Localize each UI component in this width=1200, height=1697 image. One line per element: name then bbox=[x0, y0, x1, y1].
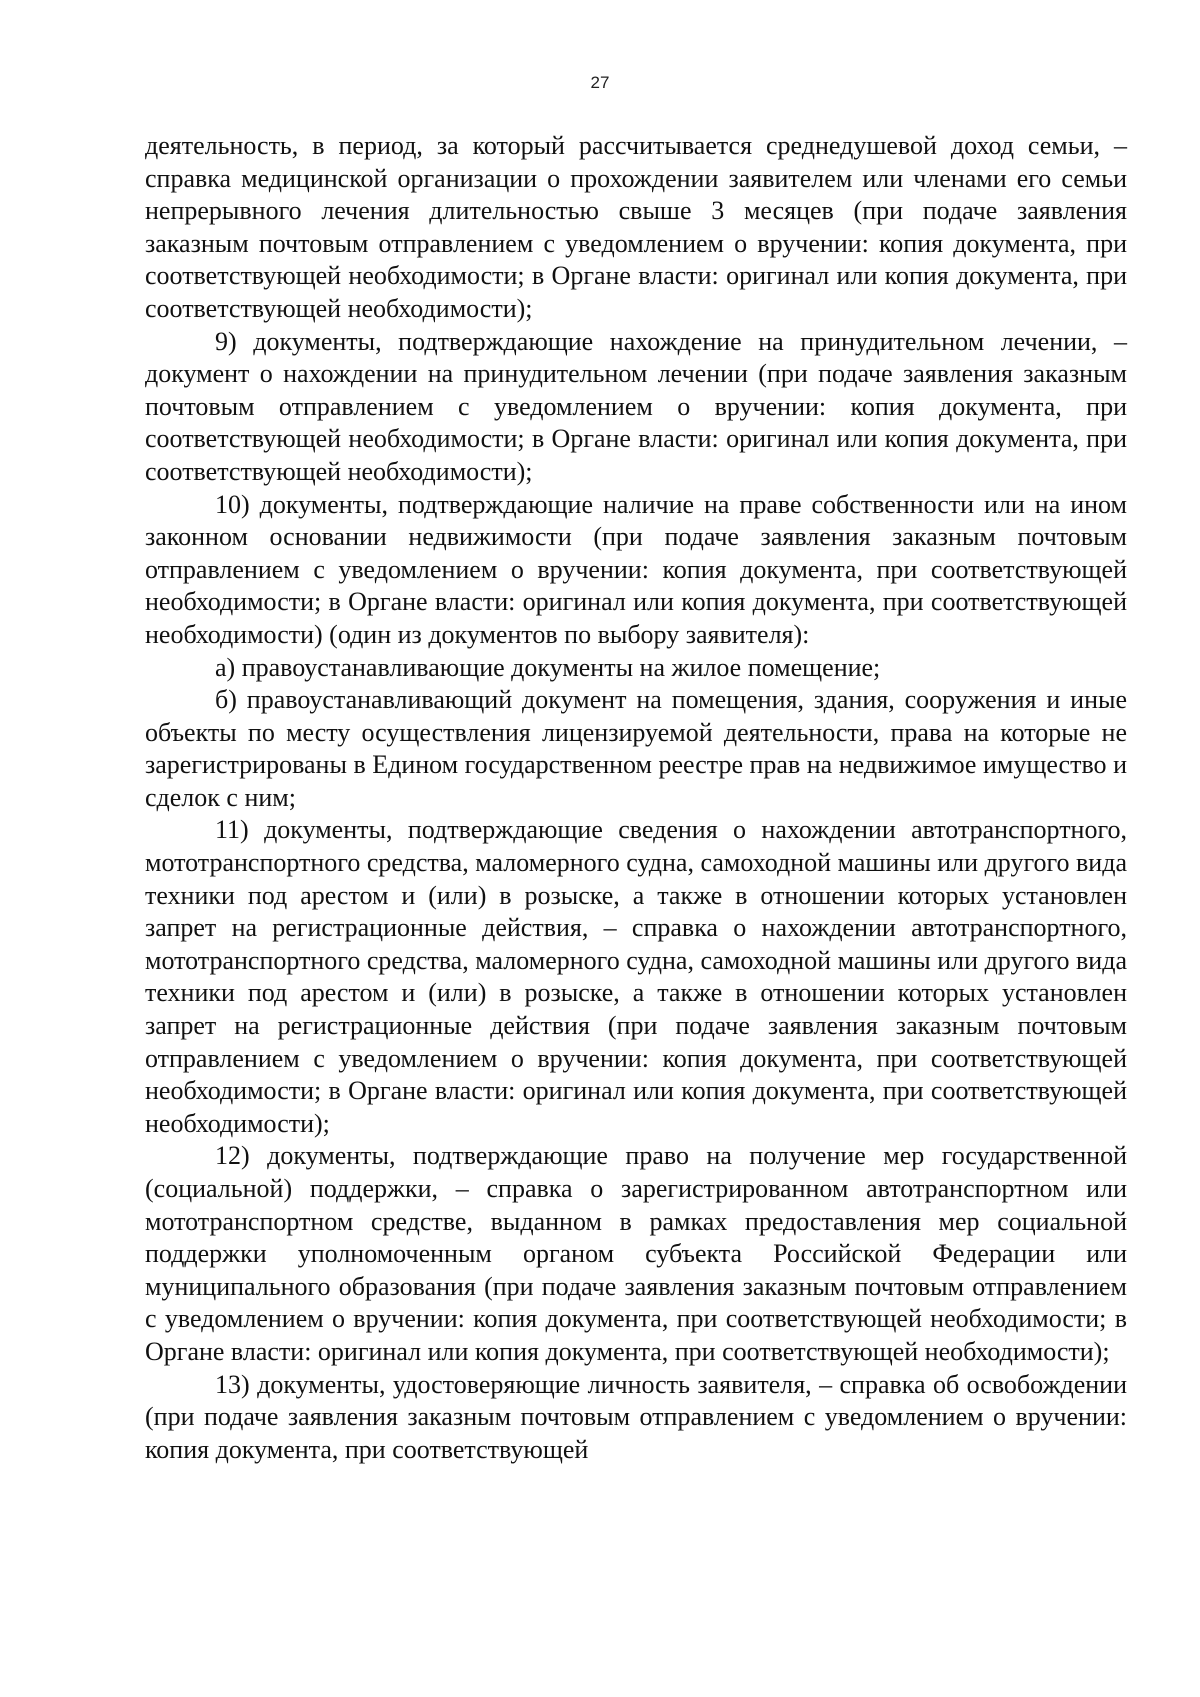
paragraph-continuation: деятельность, в период, за который рассчитывается среднедушевой доход семьи, – справка медицинской организации о прохождении заявителем или членами его семьи непрерывного лечения длительностью свыше 3 месяцев (при подаче заявления заказным почтовым отправлением с уведомлением о вручении: копия документа, при соответствующей необходимости; в Органе власти: оригинал или копия документа, при соответствующей необходимости); bbox=[145, 131, 1127, 323]
paragraph-item-11: 11) документы, подтверждающие сведения о нахождении автотранспортного, мототранспортного средства, маломерного судна, самоходной машины или другого вида техники под арестом и (или) в розыске, а также в отношении которых установлен запрет на регистрационные действия, – справка о нахождении автотранспортного, мототранспортного средства, маломерного судна, самоходной машины или другого вида техники под арестом и (или) в розыске, а также в отношении которых установлен запрет на регистрационные действия (при подаче заявления заказным почтовым отправлением с уведомлением о вручении: копия документа, при соответствующей необходимости; в Органе власти: оригинал или копия документа, при соответствующей необходимости); bbox=[145, 815, 1127, 1138]
document-body bbox=[145, 130, 1127, 1466]
paragraph-subitem-a: а) правоустанавливающие документы на жилое помещение; bbox=[215, 652, 881, 682]
paragraph-item-13: 13) документы, удостоверяющие личность заявителя, – справка об освобождении (при подаче заявления заказным почтовым отправлением с уведомлением о вручении: копия документа, при соответствующей bbox=[145, 1369, 1127, 1464]
paragraph-item-10: 10) документы, подтверждающие наличие на праве собственности или на ином законном основании недвижимости (при подаче заявления заказным почтовым отправлением с уведомлением о вручении: копия документа, при соответствующей необходимости; в Органе власти: оригинал или копия документа, при соответствующей необходимости) (один из документов по выбору заявителя): bbox=[145, 489, 1127, 649]
paragraph-item-12: 12) документы, подтверждающие право на получение мер государственной (социальной) поддержки, – справка о зарегистрированном автотранспортном или мототранспортном средстве, выданном в рамках предоставления мер социальной поддержки уполномоченным органом субъекта Российской Федерации или муниципального образования (при подаче заявления заказным почтовым отправлением с уведомлением о вручении: копия документа, при соответствующей необходимости; в Органе власти: оригинал или копия документа, при соответствующей необходимости); bbox=[145, 1141, 1127, 1366]
paragraph-subitem-b: б) правоустанавливающий документ на помещения, здания, сооружения и иные объекты по месту осуществления лицензируемой деятельности, права на которые не зарегистрированы в Едином государственном реестре прав на недвижимое имущество и сделок с ним; bbox=[145, 685, 1127, 812]
paragraph-item-9: 9) документы, подтверждающие нахождение на принудительном лечении, – документ о нахождении на принудительном лечении (при подаче заявления заказным почтовым отправлением с уведомлением о вручении: копия документа, при соответствующей необходимости; в Органе власти: оригинал или копия документа, при соответствующей необходимости); bbox=[145, 326, 1127, 486]
page-number: 27 bbox=[590, 73, 610, 92]
